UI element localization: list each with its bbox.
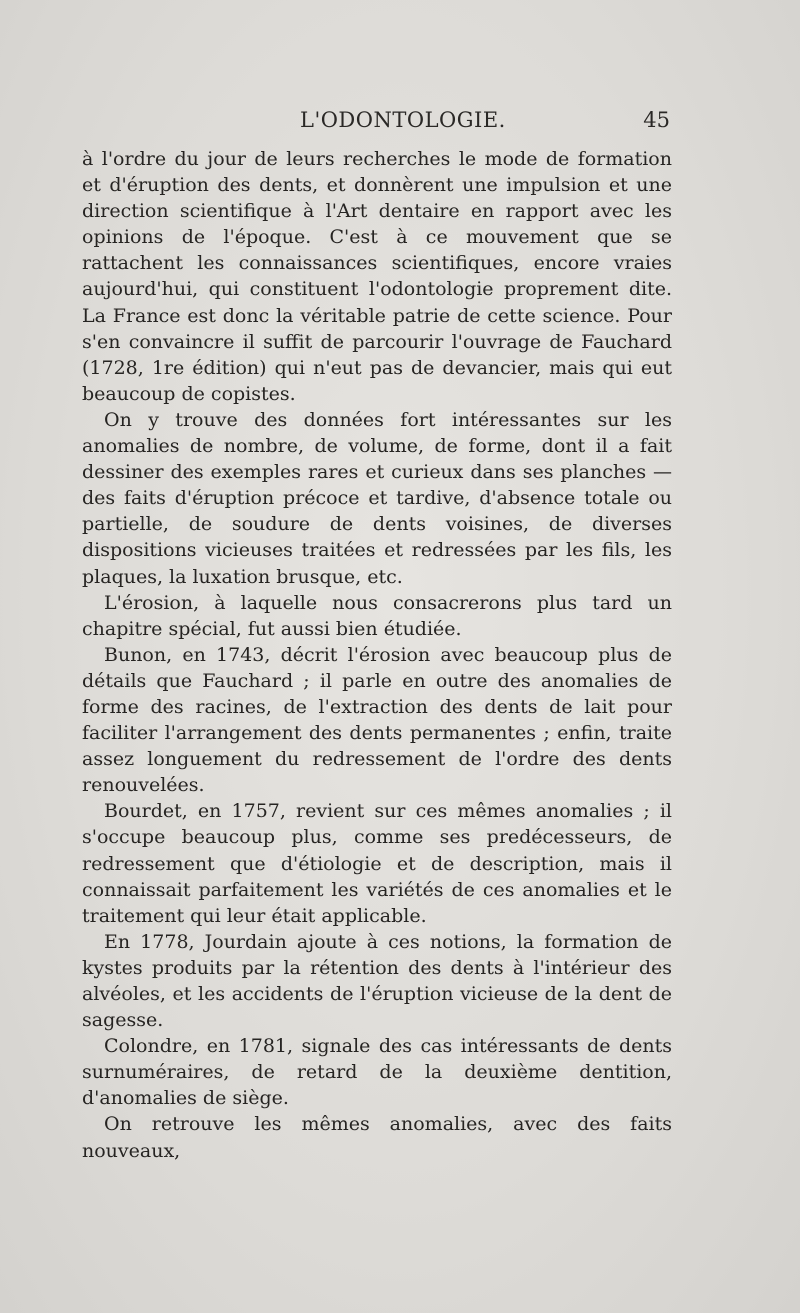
paragraph: Bourdet, en 1757, revient sur ces mêmes anomalies ; il s'occupe beaucoup plus, comme ses predécesseurs, de redressement que d'étiologie et de description, mais il connaissait parfaitement les variétés de ces anomalies et le traitement qui leur était applicable.	[82, 800, 672, 927]
body-text	[82, 146, 672, 1164]
paragraph: L'érosion, à laquelle nous consacrerons plus tard un chapitre spécial, fut aussi bien étudiée.	[82, 591, 672, 640]
paragraph: à l'ordre du jour de leurs recherches le mode de formation et d'éruption des dents, et donnèrent une impulsion et une direction scientifique à l'Art dentaire en rapport avec les opinions de l'époque. C'est à ce mouvement que se rattachent les connaissances scientifiques, encore vraies aujourd'hui, qui constituent l'odontologie proprement dite. La France est donc la véritable patrie de cette science. Pour s'en convaincre il suffit de parcourir l'ouvrage de Fauchard (1728, 1re édition) qui n'eut pas de devancier, mais qui eut beaucoup de copistes.	[82, 148, 672, 405]
paragraph: On y trouve des données fort intéressantes sur les anomalies de nombre, de volume, de forme, dont il a fait dessiner des exemples rares et curieux dans ses planches — des faits d'éruption précoce et tardive, d'absence totale ou partielle, de soudure de dents voisines, de diverses dispositions vicieuses traitées et redressées par les fils, les plaques, la luxation brusque, etc.	[82, 408, 672, 588]
paragraph: Colondre, en 1781, signale des cas intéressants de dents surnuméraires, de retard de la deuxième dentition, d'anomalies de siège.	[82, 1035, 672, 1110]
paragraph: On retrouve les mêmes anomalies, avec des faits nouveaux,	[82, 1113, 672, 1162]
running-head: L'ODONTOLOGIE.	[300, 108, 506, 132]
page-number: 45	[643, 108, 670, 132]
page-header	[82, 108, 670, 138]
paragraph: Bunon, en 1743, décrit l'érosion avec beaucoup plus de détails que Fauchard ; il parle en outre des anomalies de forme des racines, de l'extraction des dents de lait pour faciliter l'arrangement des dents permanentes ; enfin, traite assez longuement du redressement de l'ordre des dents renouvelées.	[82, 643, 672, 797]
paragraph: En 1778, Jourdain ajoute à ces notions, la formation de kystes produits par la rétention des dents à l'intérieur des alvéoles, et les accidents de l'éruption vicieuse de la dent de sagesse.	[82, 930, 672, 1032]
